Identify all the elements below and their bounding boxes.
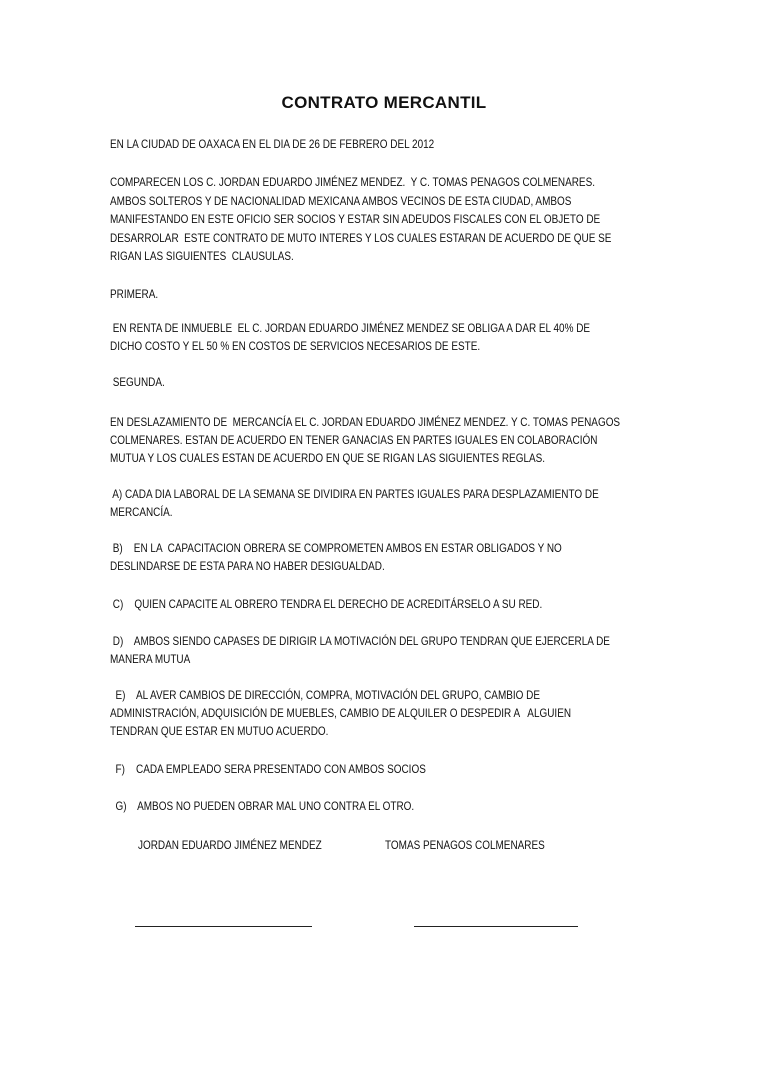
paragraph-line: E) AL AVER CAMBIOS DE DIRECCIÓN, COMPRA, MOTIVACIÓN DEL GRUPO, CAMBIO DE	[110, 688, 541, 702]
paragraph-line: PRIMERA.	[110, 287, 159, 301]
paragraph-line: DESLINDARSE DE ESTA PARA NO HABER DESIGUALDAD.	[110, 559, 385, 573]
paragraph-line: G) AMBOS NO PUEDEN OBRAR MAL UNO CONTRA EL OTRO.	[110, 799, 415, 813]
paragraph-line: B) EN LA CAPACITACION OBRERA SE COMPROMETEN AMBOS EN ESTAR OBLIGADOS Y NO	[110, 541, 562, 555]
paragraph-line: EN DESLAZAMIENTO DE MERCANCÍA EL C. JORDAN EDUARDO JIMÉNEZ MENDEZ. Y C. TOMAS PENAGOS	[110, 415, 621, 429]
signature-line-1	[135, 926, 312, 927]
paragraph-line: SEGUNDA.	[110, 375, 165, 389]
paragraph-line: MANIFESTANDO EN ESTE OFICIO SER SOCIOS Y ESTAR SIN ADEUDOS FISCALES CON EL OBJETO DE	[110, 212, 601, 226]
paragraph-line: AMBOS SOLTEROS Y DE NACIONALIDAD MEXICANA AMBOS VECINOS DE ESTA CIUDAD, AMBOS	[110, 194, 572, 208]
signatory-name-2: TOMAS PENAGOS COLMENARES	[385, 838, 545, 852]
paragraph-line: MUTUA Y LOS CUALES ESTAN DE ACUERDO EN QUE SE RIGAN LAS SIGUIENTES REGLAS.	[110, 451, 546, 465]
paragraph-line: EN LA CIUDAD DE OAXACA EN EL DIA DE 26 DE FEBRERO DEL 2012	[110, 137, 435, 151]
paragraph-line: MERCANCÍA.	[110, 505, 173, 519]
paragraph-line: F) CADA EMPLEADO SERA PRESENTADO CON AMBOS SOCIOS	[110, 762, 426, 776]
paragraph-line: TENDRAN QUE ESTAR EN MUTUO ACUERDO.	[110, 724, 329, 738]
paragraph-line: DICHO COSTO Y EL 50 % EN COSTOS DE SERVICIOS NECESARIOS DE ESTE.	[110, 339, 481, 353]
paragraph-line: MANERA MUTUA	[110, 652, 191, 666]
paragraph-line: C) QUIEN CAPACITE AL OBRERO TENDRA EL DERECHO DE ACREDITÁRSELO A SU RED.	[110, 597, 543, 611]
paragraph-line: RIGAN LAS SIGUIENTES CLAUSULAS.	[110, 249, 294, 263]
signatory-name-1: JORDAN EDUARDO JIMÉNEZ MENDEZ	[138, 838, 322, 852]
document-title: CONTRATO MERCANTIL	[281, 93, 487, 112]
paragraph-line: A) CADA DIA LABORAL DE LA SEMANA SE DIVIDIRA EN PARTES IGUALES PARA DESPLAZAMIENTO DE	[110, 487, 599, 501]
paragraph-line: D) AMBOS SIENDO CAPASES DE DIRIGIR LA MOTIVACIÓN DEL GRUPO TENDRAN QUE EJERCERLA DE	[110, 634, 610, 648]
paragraph-line: ADMINISTRACIÓN, ADQUISICIÓN DE MUEBLES, CAMBIO DE ALQUILER O DESPEDIR A ALGUIEN	[110, 706, 572, 720]
paragraph-line: COMPARECEN LOS C. JORDAN EDUARDO JIMÉNEZ MENDEZ. Y C. TOMAS PENAGOS COLMENARES.	[110, 175, 595, 189]
paragraph-line: DESARROLAR ESTE CONTRATO DE MUTO INTERES Y LOS CUALES ESTARAN DE ACUERDO DE QUE SE	[110, 231, 612, 245]
paragraph-line: COLMENARES. ESTAN DE ACUERDO EN TENER GANACIAS EN PARTES IGUALES EN COLABORACIÓN	[110, 433, 598, 447]
signature-line-2	[414, 926, 578, 927]
paragraph-line: EN RENTA DE INMUEBLE EL C. JORDAN EDUARDO JIMÉNEZ MENDEZ SE OBLIGA A DAR EL 40% DE	[110, 321, 591, 335]
